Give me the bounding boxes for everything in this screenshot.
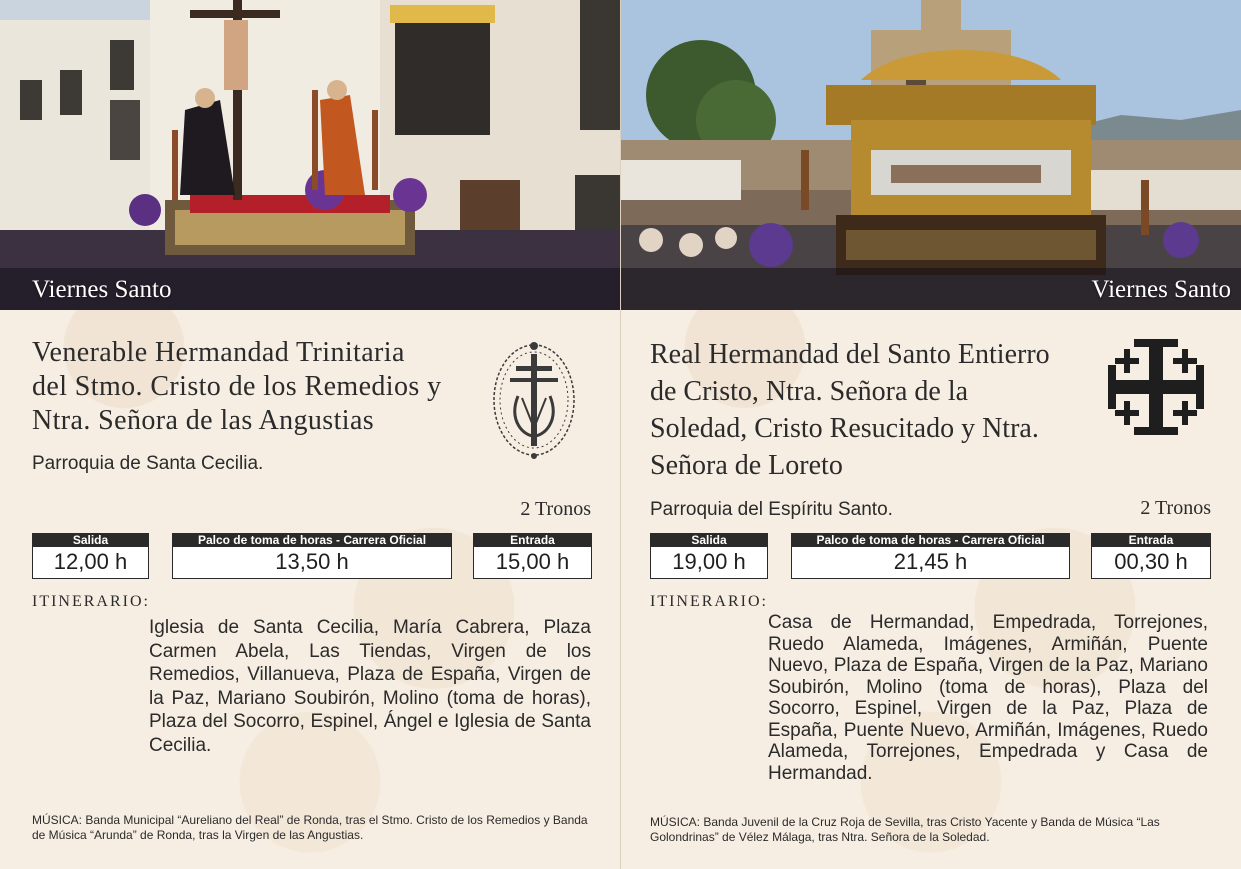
tronos-count: 2 Tronos [520, 498, 591, 520]
salida-time: 12,00 h [53, 549, 128, 574]
palco-box [791, 533, 1070, 579]
procession-photo-left [0, 0, 620, 310]
salida-box [32, 533, 149, 579]
entrada-label: Entrada [474, 534, 591, 547]
palco-time: 13,50 h [275, 549, 349, 574]
right-panel [621, 0, 1241, 869]
left-panel [0, 0, 620, 869]
parish-name: Parroquia del Espíritu Santo. [650, 499, 893, 520]
itinerario-text: Iglesia de Santa Cecilia, María Cabrera, Plaza Carmen Abela, Las Tiendas, Virgen de los Remedios, Villanueva, Plaza de España, Virgen de la Paz, Mariano Soubirón, Molino (toma de horas), Plaza del Socorro, Espinel, Ángel e Iglesia de Santa Cecilia. [149, 617, 591, 756]
procession-photo-right [621, 0, 1241, 310]
entrada-time: 00,30 h [1114, 549, 1188, 574]
entrada-box [473, 533, 592, 579]
photo-caption: Viernes Santo [1091, 276, 1231, 303]
jerusalem-cross-icon [1104, 335, 1208, 444]
trinitarian-cross-emblem-icon [488, 336, 580, 469]
itinerario-label: ITINERARIO: [650, 593, 768, 610]
itinerario-label: ITINERARIO: [32, 593, 150, 610]
palco-time: 21,45 h [893, 549, 968, 574]
salida-label: Salida [651, 534, 767, 547]
musica-note: MÚSICA: Banda Municipal “Aureliano del Real” de Ronda, tras el Stmo. Cristo de los Remedios y Banda de Música “Arunda” de Ronda, tras la Virgen de las Angustias. [32, 813, 588, 842]
brotherhood-title: Real Hermandad del Santo Entierro de Cristo, Ntra. Señora de la Soledad, Cristo Resucitado y Ntra. Señora de Loreto [650, 339, 1050, 481]
itinerario-text: Casa de Hermandad, Empedrada, Torrejones, Ruedo Alameda, Imágenes, Armiñán, Puente Nuevo, Plaza de España, Virgen de la Paz, Mariano Soubirón, Molino (toma de horas), Plaza del Socorro, Espinel, Virgen de la Paz, Plaza de España, Puente Nuevo, Armiñán, Imágenes, Ruedo Alameda, Torrejones, Empedrada y Casa de Hermandad. [768, 612, 1208, 784]
tronos-count: 2 Tronos [1140, 497, 1211, 519]
palco-label: Palco de toma de horas - Carrera Oficial [792, 534, 1069, 547]
brotherhood-title: Venerable Hermandad Trinitaria del Stmo. Cristo de los Remedios y Ntra. Señora de las Angustias [32, 337, 442, 436]
photo-caption: Viernes Santo [32, 276, 172, 303]
entrada-time: 15,00 h [495, 549, 570, 574]
parish-name: Parroquia de Santa Cecilia. [32, 453, 264, 474]
palco-box [172, 533, 452, 579]
salida-time: 19,00 h [672, 549, 746, 574]
salida-box [650, 533, 768, 579]
entrada-box [1091, 533, 1211, 579]
musica-note: MÚSICA: Banda Juvenil de la Cruz Roja de Sevilla, tras Cristo Yacente y Banda de Música “Las Golondrinas” de Vélez Málaga, tras Ntra. Señora de la Soledad. [650, 815, 1160, 844]
salida-label: Salida [33, 534, 148, 547]
palco-label: Palco de toma de horas - Carrera Oficial [173, 534, 451, 547]
entrada-label: Entrada [1092, 534, 1210, 547]
